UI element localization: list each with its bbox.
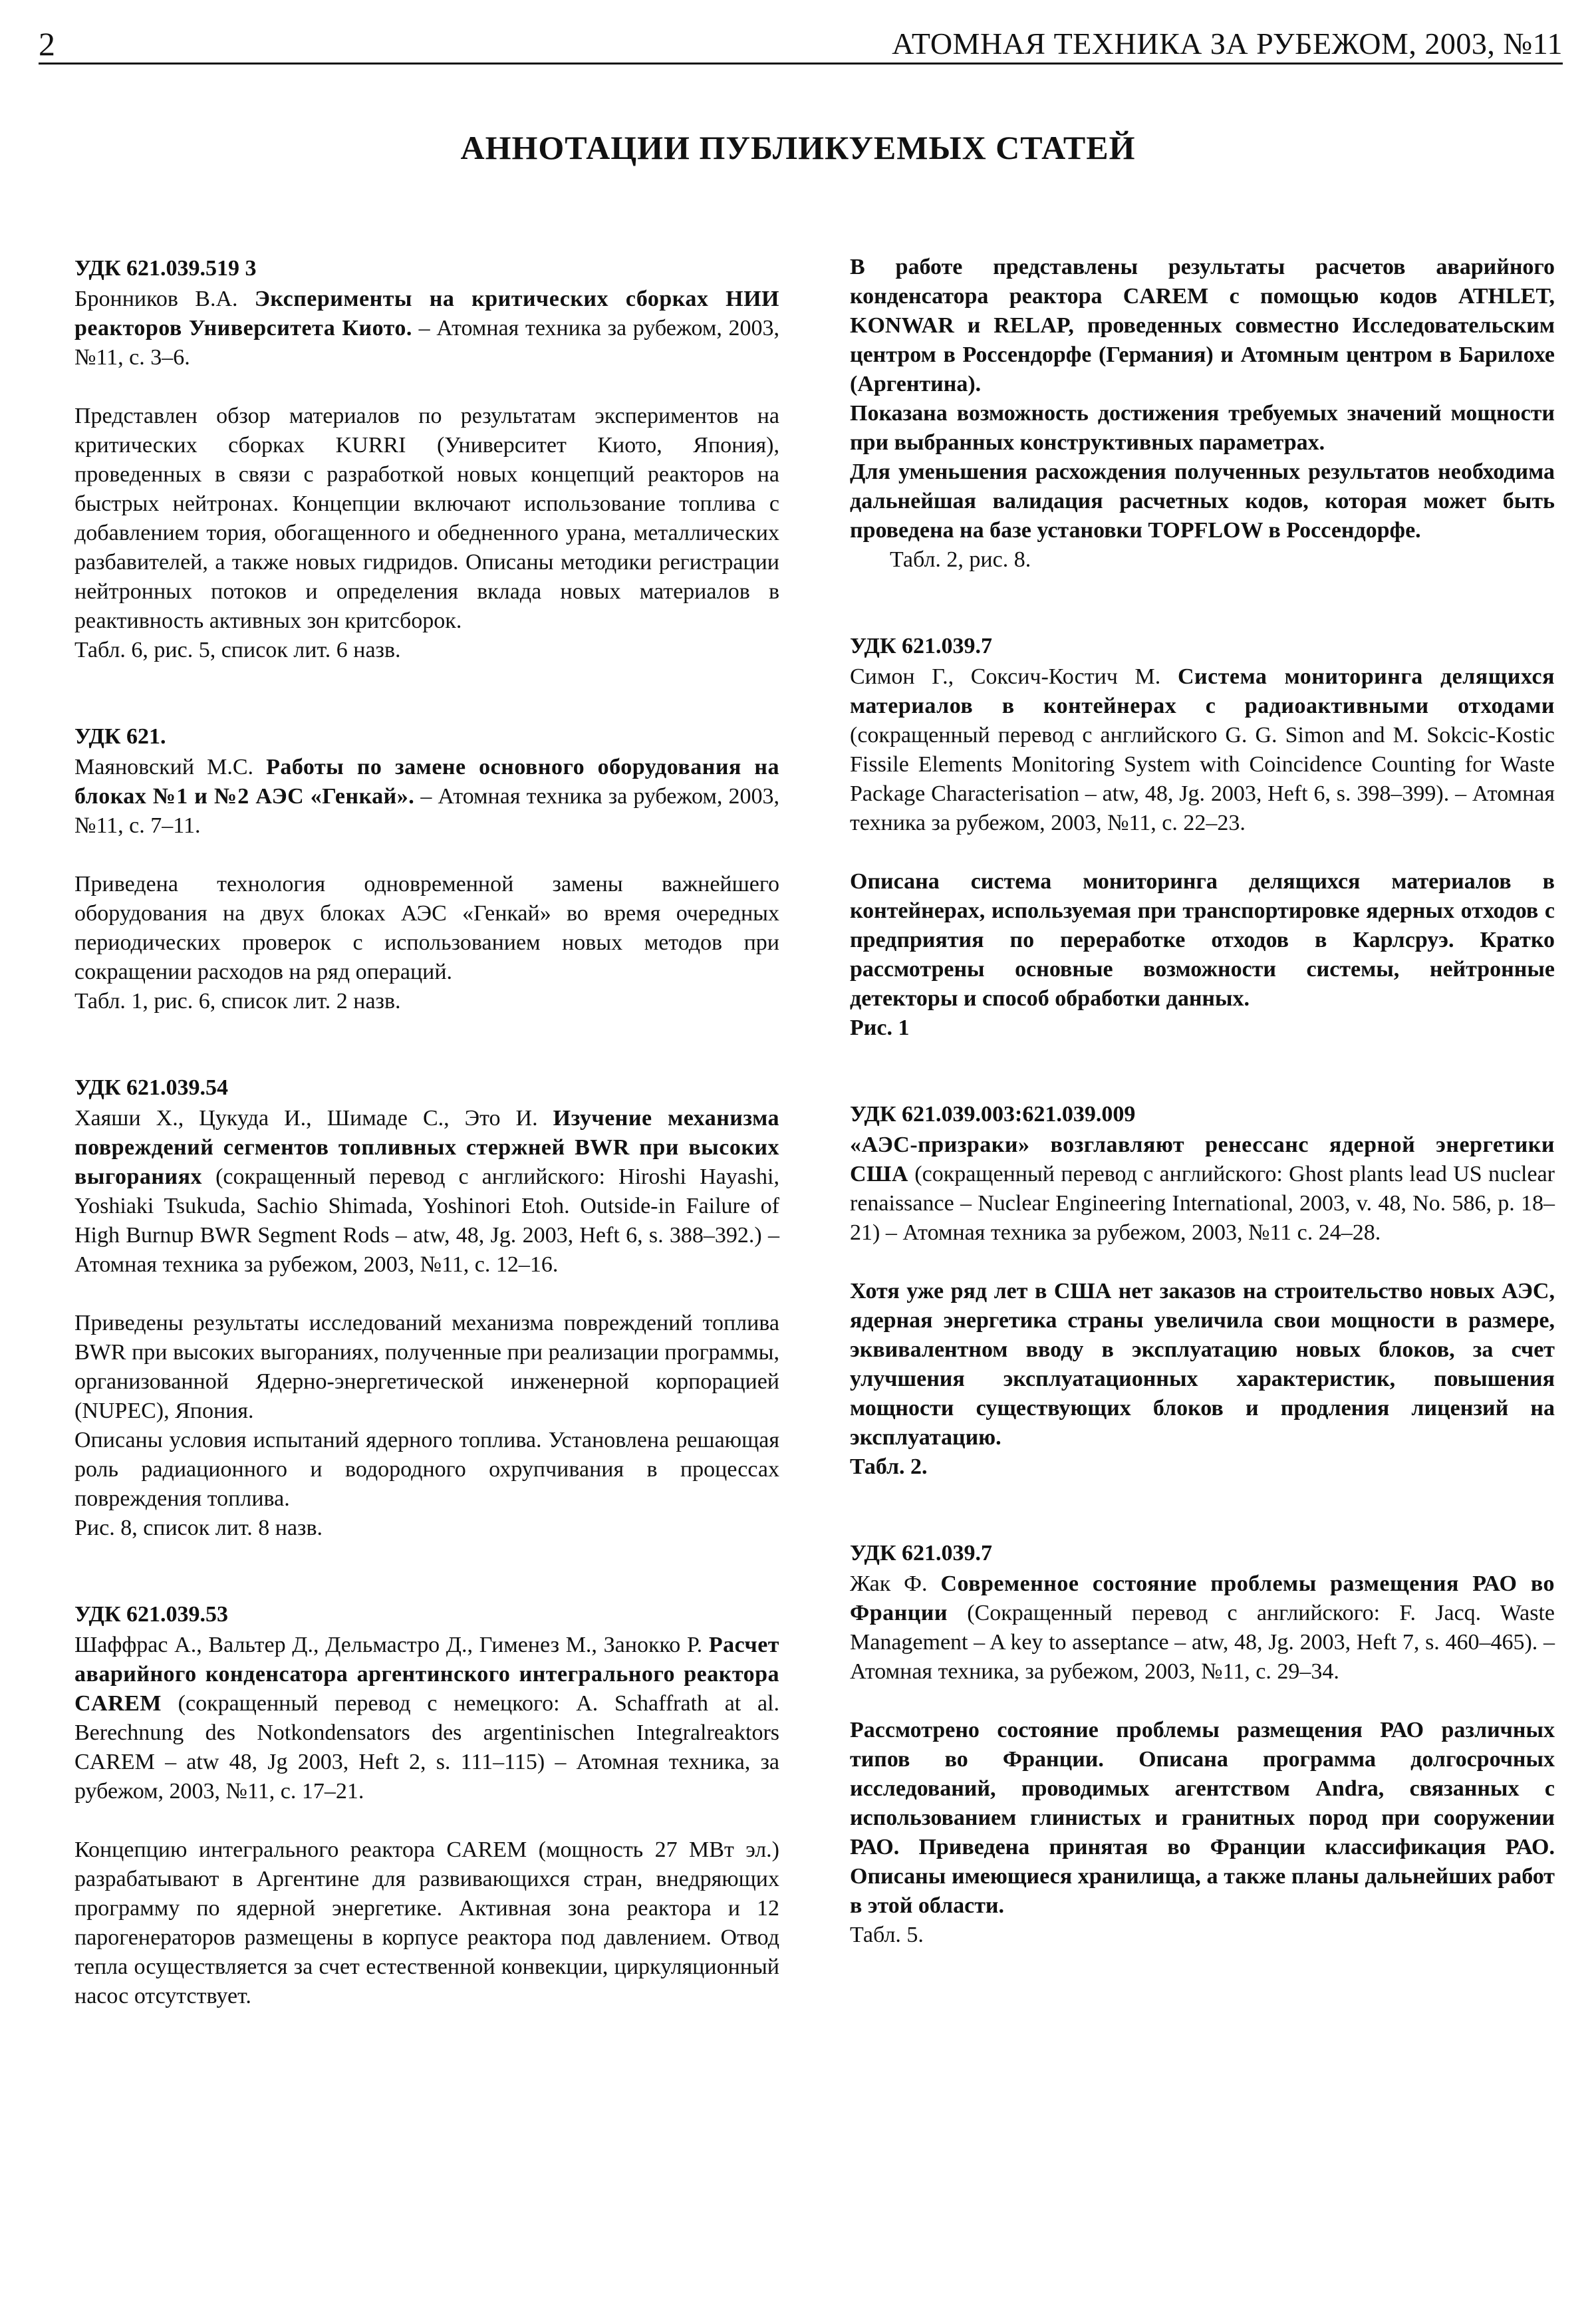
abstract (850, 1277, 1555, 1482)
article-entry (74, 1599, 779, 2011)
authors: Бронников В.А. (74, 287, 238, 311)
references: Табл. 1, рис. 6, список лит. 2 назв. (74, 989, 401, 1014)
bibliography (74, 1631, 779, 1806)
references: Табл. 6, рис. 5, список лит. 6 назв. (74, 638, 401, 662)
abstract (74, 1309, 779, 1543)
abstract-text-2: Описаны условия испытаний ядерного топлива. Установлена решающая роль радиационного и водородного охрупчивания в процессах повреждения топлива. (74, 1428, 779, 1511)
authors: Хаяши Х., Цукуда И., Шимаде С., Это И. (74, 1106, 538, 1131)
source: (сокращенный перевод с английского: Hiroshi Hayashi, Yoshiaki Tsukuda, Sachio Shimada, Yoshinori Etoh. Outside-in Failure of High Burnup BWR Segment Rods – atw, 48, Jg. 2003, Heft 6, s. 388–392.) – Атомная техника за рубежом, 2003, №11, с. 12–16. (74, 1164, 779, 1277)
udk-code: УДК 621.039.7 (850, 634, 993, 658)
page-number: 2 (39, 25, 55, 63)
continuation-text: Для уменьшения расхождения полученных результатов необходима дальнейшая валидация расчетных кодов, которая может быть проведена на базе установки TOPFLOW в Россендорфе. (850, 460, 1555, 543)
references: Табл. 2, рис. 8. (890, 547, 1031, 572)
bibliography (850, 1131, 1555, 1248)
references: Табл. 5. (850, 1923, 924, 1947)
section-title: АННОТАЦИИ ПУБЛИКУЕМЫХ СТАТЕЙ (460, 129, 1136, 166)
abstract (850, 1716, 1555, 1950)
continuation-text: Показана возможность достижения требуемых значений мощности при выбранных конструктивных параметрах. (850, 401, 1555, 455)
bibliography (850, 1569, 1555, 1687)
authors: Шаффрас А., Вальтер Д., Дельмастро Д., Гименез М., Занокко Р. (74, 1633, 703, 1657)
article-entry (74, 253, 779, 665)
article-continuation (850, 253, 1555, 575)
article-entry (850, 630, 1555, 1043)
journal-title: АТОМНАЯ ТЕХНИКА ЗА РУБЕЖОМ, 2003, №11 (892, 27, 1563, 61)
abstract (74, 870, 779, 1016)
references: Табл. 2. (850, 1454, 928, 1479)
article-title: Современное состояние проблемы размещения РАО во Франции (850, 1571, 1555, 1625)
article-entry (850, 1538, 1555, 1950)
udk-code: УДК 621.039.7 (850, 1541, 993, 1565)
authors: Жак Ф. (850, 1571, 928, 1596)
source: – Атомная техника за рубежом, 2003, №11, с. 3–6. (74, 316, 779, 370)
udk-code: УДК 621.039.53 (74, 1602, 229, 1627)
source: – Атомная техника за рубежом, 2003, №11, с. 7–11. (74, 784, 779, 838)
article-title: Система мониторинга делящихся материалов в контейнерах с радиоактивными отходами (850, 664, 1555, 718)
bibliography (850, 662, 1555, 838)
udk-code: УДК 621.039.003:621.039.009 (850, 1102, 1136, 1127)
authors: Маяновский М.С. (74, 755, 254, 779)
source: (сокращенный перевод с английского: Ghost plants lead US nuclear renaissance – Nuclear Engineering International, 2003, v. 48, No. 586, p. 18–21) – Атомная техника за рубежом, 2003, №11 с. 24–28. (850, 1162, 1555, 1245)
abstract (850, 867, 1555, 1043)
abstract-text: Описана система мониторинга делящихся материалов в контейнерах, используемая при транспортировке ядерных отходов с предприятия по переработке отходов в Карлсруэ. Кратко рассмотрены основные возможности системы, нейтронные детекторы и способ обработки данных. (850, 869, 1555, 1011)
abstract-text: Приведена технология одновременной замены важнейшего оборудования на двух блоках АЭС «Генкай» во время очередных периодических проверок с использованием новых методов при сокращении расходов на ряд операций. (74, 872, 779, 984)
article-entry (74, 721, 779, 1016)
udk-code: УДК 621. (74, 724, 166, 749)
authors: Симон Г., Соксич-Костич М. (850, 664, 1161, 689)
bibliography (74, 285, 779, 372)
udk-code: УДК 621.039.54 (74, 1075, 229, 1100)
source: (Сокращенный перевод с английского: F. Jacq. Waste Management – A key to asseptance – atw, 48, Jg. 2003, Heft 7, s. 460–465). – Атомная техника, за рубежом, 2003, №11, с. 29–34. (850, 1601, 1555, 1684)
abstract-text: Приведены результаты исследований механизма повреждений топлива BWR при высоких выгораниях, полученные при реализации программы, организованной Ядерно-энергетической инженерной корпорацией (NUPEC), Япония. (74, 1311, 779, 1423)
abstract-text: Хотя уже ряд лет в США нет заказов на строительство новых АЭС, ядерная энергетика страны увеличила свои мощности в размере, эквивалентном вводу в эксплуатацию новых блоков, за счет улучшения эксплуатационных характеристик, повышения мощности существующих блоков и продления лицензий на эксплуатацию. (850, 1279, 1555, 1450)
udk-code: УДК 621.039.519 3 (74, 256, 257, 281)
source: (сокращенный перевод с немецкого: A. Schaffrath at al. Berechnung des Notkondensators des argentinischen Integralreaktors CAREM – atw 48, Jg 2003, Heft 2, s. 111–115) – Атомная техника, за рубежом, 2003, №11, с. 17–21. (74, 1691, 779, 1804)
right-column (850, 253, 1555, 1950)
source: (сокращенный перевод с английского G. G. Simon and M. Sokcic-Kostic Fissile Elements Monitoring System with Coincidence Counting for Waste Package Characterisation – atw, 48, Jg. 2003, Heft 6, s. 398–399). – Атомная техника за рубежом, 2003, №11, с. 22–23. (850, 723, 1555, 835)
references: Рис. 1 (850, 1016, 910, 1040)
article-title: Изучение механизма повреждений сегментов топливных стержней BWR при высоких выгораниях (74, 1106, 780, 1189)
references: Рис. 8, список лит. 8 назв. (74, 1516, 323, 1540)
abstract (74, 1835, 779, 2011)
abstract-text: Представлен обзор материалов по результатам экспериментов на критических сборках KURRI (Университет Киото, Япония), проведенных в связи с разработкой новых концепций реакторов на быстрых нейтронах. Концепции включают использование топлива с добавлением тория, обогащенного и обедненного урана, металлических разбавителей, а также новых гидридов. Описаны методики регистрации нейтронных потоков и определения вклада новых материалов в реактивность активных зон критсборок. (74, 404, 779, 633)
article-title: Расчет аварийного конденсатора аргентинского интегрального реактора CAREM (74, 1633, 780, 1716)
article-title: Работы по замене основного оборудования на блоках №1 и №2 АЭС «Генкай». (74, 755, 779, 809)
left-column (74, 253, 779, 2011)
abstract-text: Концепцию интегрального реактора CAREM (мощность 27 МВт эл.) разрабатывают в Аргентине для развивающихся стран, внедряющих программу по ядерной энергетике. Активная зона реактора и 12 парогенераторов размещены в корпусе реактора под давлением. Отвод тепла осуществляется за счет естественной конвекции, циркуляционный насос отсутствует. (74, 1837, 779, 2008)
abstract-text: Рассмотрено состояние проблемы размещения РАО различных типов во Франции. Описана программа долгосрочных исследований, проводимых агентством Andra, связанных с использованием глинистых и гранитных пород при сооружении РАО. Приведена принятая во Франции классификация РАО. Описаны имеющиеся хранилища, а также планы дальнейших работ в этой области. (850, 1718, 1555, 1918)
article-entry (74, 1072, 779, 1543)
article-title: «АЭС-призраки» возглавляют ренессанс ядерной энергетики США (850, 1133, 1555, 1186)
bibliography (74, 1104, 779, 1280)
bibliography (74, 753, 779, 841)
article-entry (850, 1099, 1555, 1482)
page-header (39, 25, 1563, 65)
continuation-text: В работе представлены результаты расчетов аварийного конденсатора реактора CAREM с помощью кодов ATHLET, KONWAR и RELAP, проведенных совместно Исследовательским центром в Россендорфе (Германия) и Атомным центром в Барилохе (Аргентина). (850, 255, 1555, 396)
article-title: Эксперименты на критических сборках НИИ реакторов Университета Киото. (74, 287, 780, 340)
abstract (74, 402, 779, 665)
